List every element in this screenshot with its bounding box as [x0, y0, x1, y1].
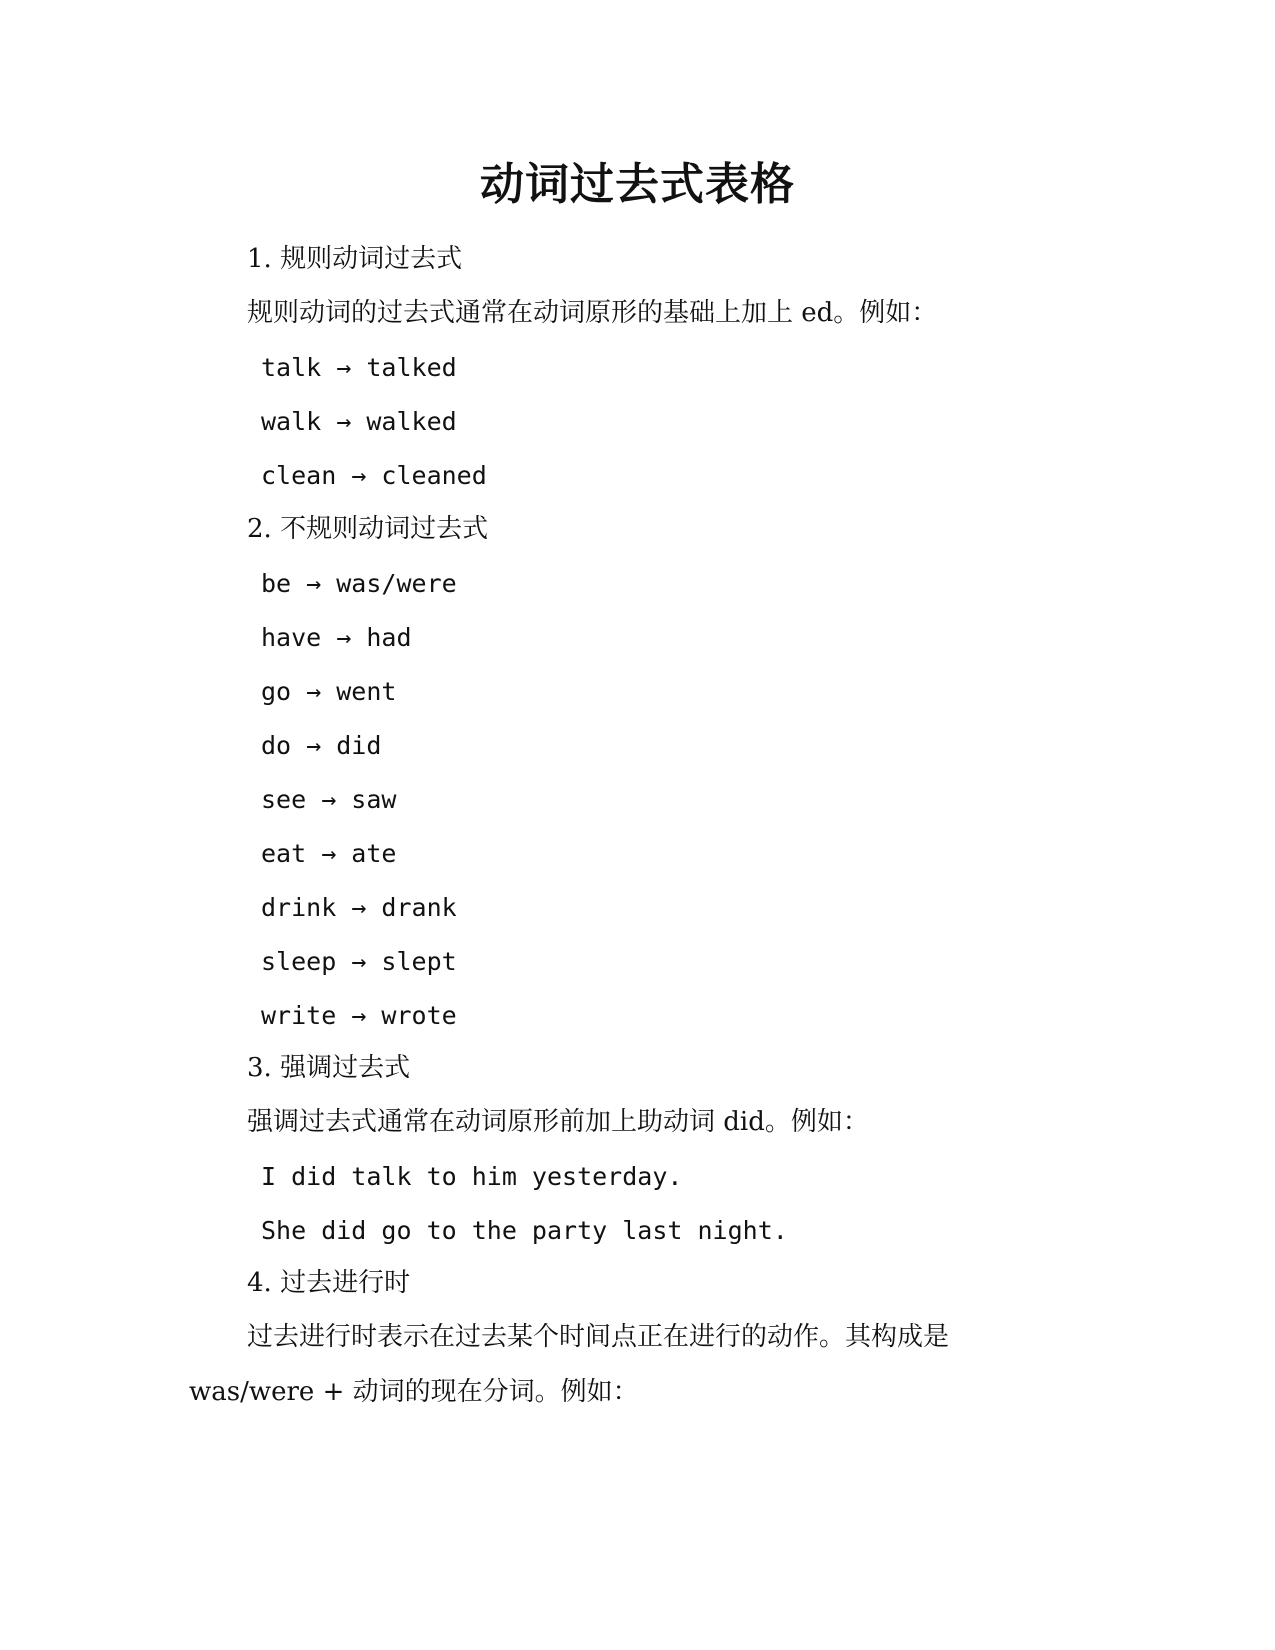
example-line: write → wrote — [261, 1001, 457, 1030]
paragraph-past-progressive-continued: was/were + 动词的现在分词。例如： — [189, 1377, 639, 1407]
paragraph-emphatic-rule: 强调过去式通常在动词原形前加上助动词 did。例如： — [247, 1107, 869, 1137]
example-line: sleep → slept — [261, 947, 457, 976]
example-line: have → had — [261, 623, 412, 652]
page-title: 动词过去式表格 — [480, 159, 795, 210]
example-line: clean → cleaned — [261, 461, 487, 490]
paragraph-past-progressive: 过去进行时表示在过去某个时间点正在进行的动作。其构成是 — [247, 1322, 950, 1352]
paragraph-regular-rule: 规则动词的过去式通常在动词原形的基础上加上 ed。例如： — [247, 298, 938, 328]
example-sentence: She did go to the party last night. — [261, 1216, 788, 1245]
example-line: talk → talked — [261, 353, 457, 382]
example-line: see → saw — [261, 785, 397, 814]
example-sentence: I did talk to him yesterday. — [261, 1162, 683, 1191]
example-line: go → went — [261, 677, 397, 706]
section-heading-irregular: 2. 不规则动词过去式 — [247, 514, 489, 544]
example-line: eat → ate — [261, 839, 397, 868]
section-heading-regular: 1. 规则动词过去式 — [247, 244, 463, 274]
example-line: drink → drank — [261, 893, 457, 922]
section-heading-emphatic: 3. 强调过去式 — [247, 1053, 411, 1083]
section-heading-past-progressive: 4. 过去进行时 — [247, 1268, 411, 1298]
example-line: walk → walked — [261, 407, 457, 436]
example-line: be → was/were — [261, 569, 457, 598]
example-line: do → did — [261, 731, 382, 760]
